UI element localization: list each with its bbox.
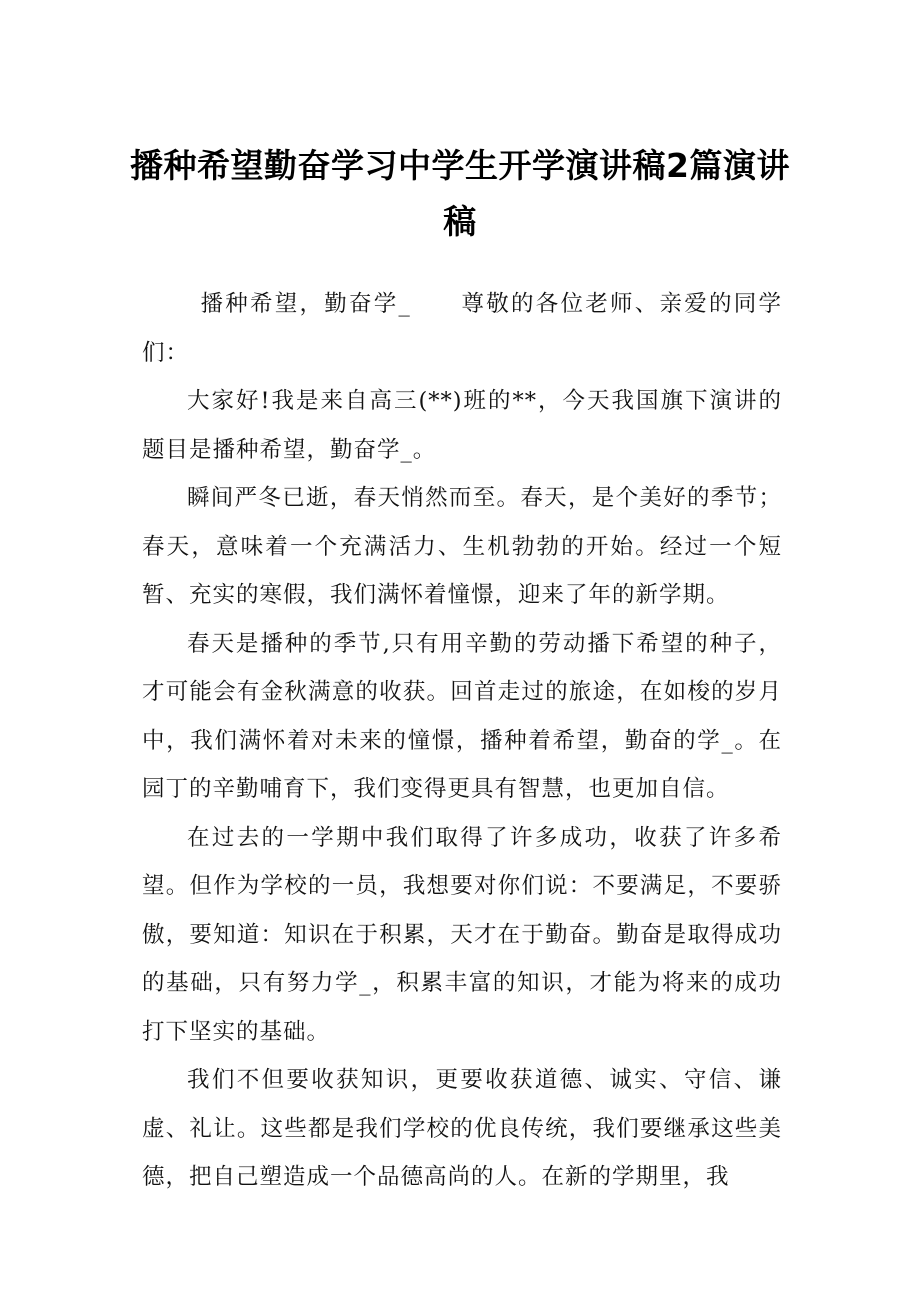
paragraph-introduction: 大家好!我是来自高三(**)班的**，今天我国旗下演讲的题目是播种希望，勤奋学_。 <box>142 388 782 463</box>
paragraph-past-semester: 在过去的一学期中我们取得了许多成功，收获了许多希望。但作为学校的一员，我想要对你们说：不要满足，不要骄傲，要知道：知识在于积累，天才在于勤奋。勤奋是取得成功的基础，只有努力学_，积累丰富的知识，才能为将来的成功打下坚实的基础。 <box>142 824 782 1045</box>
document-title: 播种希望勤奋学习中学生开学演讲稿2篇演讲稿 <box>130 146 790 241</box>
paragraph-morality: 我们不但要收获知识，更要收获道德、诚实、守信、谦虚、礼让。这些都是我们学校的优良传统，我们要继承这些美德，把自己塑造成一个品德高尚的人。在新的学期里，我 <box>142 1067 782 1190</box>
document-body <box>142 280 782 1202</box>
paragraph-greeting: 播种希望，勤奋学_ 尊敬的各位老师、亲爱的同学们： <box>142 291 782 366</box>
paragraph-spring-season: 瞬间严冬已逝，春天悄然而至。春天，是个美好的季节；春天，意味着一个充满活力、生机勃勃的开始。经过一个短暂、充实的寒假，我们满怀着憧憬，迎来了年的新学期。 <box>142 485 782 608</box>
paragraph-sowing-hope: 春天是播种的季节,只有用辛勤的劳动播下希望的种子，才可能会有金秋满意的收获。回首走过的旅途，在如梭的岁月中，我们满怀着对未来的憧憬，播种着希望，勤奋的学_。在园丁的辛勤哺育下，我们变得更具有智慧，也更加自信。 <box>142 630 782 802</box>
